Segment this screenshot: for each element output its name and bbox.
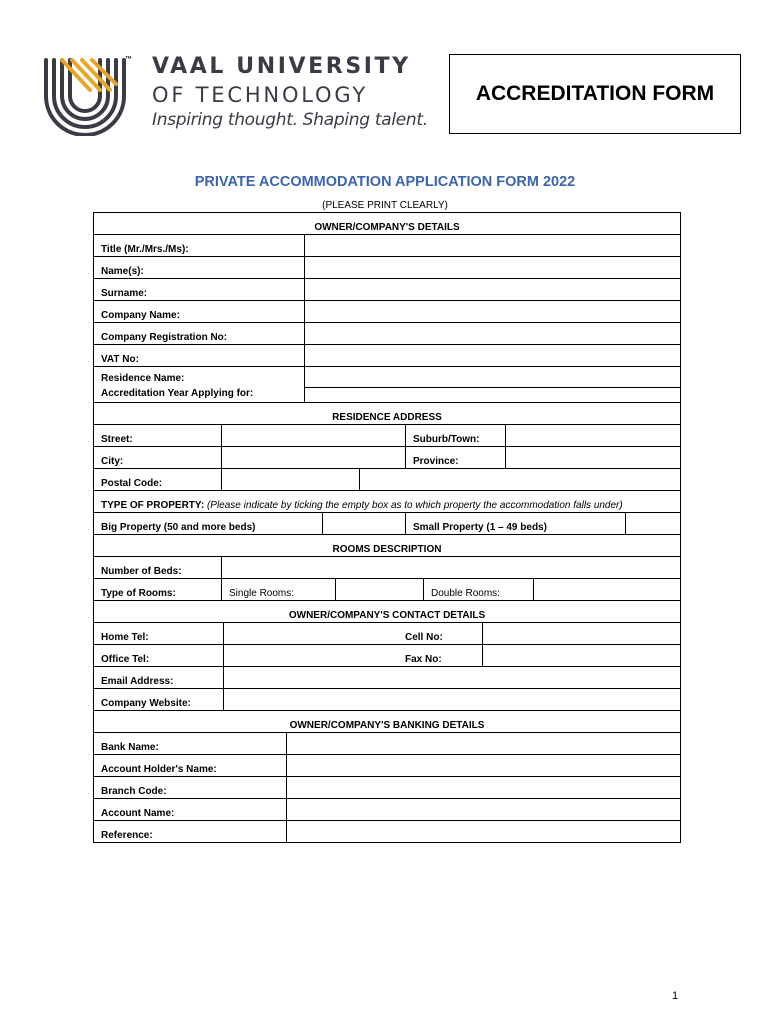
print-clearly-note: (PLEASE PRINT CLEARLY) [322, 200, 448, 211]
suburb-label: Suburb/Town: [405, 425, 505, 446]
form-row [93, 689, 681, 711]
province-label: Province: [405, 447, 505, 468]
form-row [93, 257, 681, 279]
section-header-banking [93, 711, 681, 733]
accreditation-year-label: Accreditation Year Applying for: [101, 388, 254, 399]
owner-details-heading: OWNER/COMPANY'S DETAILS [314, 222, 460, 233]
form-row [93, 733, 681, 755]
branch-code-label: Branch Code: [101, 786, 167, 797]
university-logo [40, 52, 430, 142]
form-row [93, 645, 681, 667]
vat-label: VAT No: [101, 354, 139, 365]
double-rooms-label: Double Rooms: [423, 579, 533, 600]
type-of-rooms-label: Type of Rooms: [101, 588, 176, 599]
office-tel-label: Office Tel: [101, 654, 150, 665]
province-field[interactable] [505, 447, 680, 468]
section-header-contact [93, 601, 681, 623]
company-name-label: Company Name: [101, 310, 180, 321]
application-form-table [93, 212, 681, 843]
section-header-residence-address [93, 403, 681, 425]
form-row [93, 799, 681, 821]
postal-code-label: Postal Code: [101, 478, 163, 489]
accreditation-form-label: ACCREDITATION FORM [475, 82, 715, 105]
account-holder-label: Account Holder's Name: [101, 764, 217, 775]
form-row [93, 513, 681, 535]
form-row [93, 623, 681, 645]
property-type-instruction [94, 491, 680, 512]
form-row [93, 557, 681, 579]
company-registration-field[interactable] [304, 323, 680, 344]
city-label: City: [101, 456, 124, 467]
website-label: Company Website: [101, 698, 191, 709]
branch-code-field[interactable] [286, 777, 680, 798]
fax-no-label: Fax No: [405, 654, 442, 665]
city-field[interactable] [221, 447, 405, 468]
form-row [93, 425, 681, 447]
form-row [93, 469, 681, 491]
accreditation-form-box [449, 54, 741, 134]
contact-heading: OWNER/COMPANY'S CONTACT DETAILS [288, 610, 486, 621]
reference-field[interactable] [286, 821, 680, 842]
suburb-field[interactable] [505, 425, 680, 446]
form-row [93, 777, 681, 799]
big-property-checkbox[interactable] [322, 513, 405, 534]
title-field[interactable] [304, 235, 680, 256]
office-tel-field[interactable] [223, 645, 398, 666]
number-of-beds-field[interactable] [221, 557, 680, 578]
small-property-label: Small Property (1 – 49 beds) [405, 513, 625, 534]
names-label: Name(s): [101, 266, 144, 277]
section-header-rooms [93, 535, 681, 557]
company-registration-label: Company Registration No: [101, 332, 228, 343]
university-tagline: Inspiring thought. Shaping talent. [152, 110, 428, 130]
university-name-line2: OF TECHNOLOGY [152, 83, 369, 107]
company-name-field[interactable] [304, 301, 680, 322]
account-name-field[interactable] [286, 799, 680, 820]
form-row [93, 301, 681, 323]
field-divider [304, 387, 680, 388]
big-property-label: Big Property (50 and more beds) [101, 522, 256, 533]
form-title: PRIVATE ACCOMMODATION APPLICATION FORM 2022 [194, 174, 576, 190]
surname-label: Surname: [101, 288, 148, 299]
postal-empty-cell [359, 469, 680, 490]
home-tel-label: Home Tel: [101, 632, 149, 643]
account-name-label: Account Name: [101, 808, 175, 819]
title-label: Title (Mr./Mrs./Ms): [101, 244, 189, 255]
property-type-label: TYPE OF PROPERTY: [101, 500, 205, 511]
email-label: Email Address: [101, 676, 174, 687]
email-field[interactable] [223, 667, 680, 688]
single-rooms-field[interactable] [335, 579, 423, 600]
form-row-property-type [93, 491, 681, 513]
single-rooms-label: Single Rooms: [221, 579, 335, 600]
surname-field[interactable] [304, 279, 680, 300]
account-holder-field[interactable] [286, 755, 680, 776]
form-row [93, 447, 681, 469]
double-rooms-field[interactable] [533, 579, 680, 600]
fax-no-field[interactable] [482, 645, 680, 666]
form-row [93, 755, 681, 777]
form-row [93, 667, 681, 689]
university-name-line1: VAAL UNIVERSITY [152, 54, 411, 79]
university-logo-mark-icon [40, 52, 130, 136]
form-row [93, 345, 681, 367]
banking-heading: OWNER/COMPANY'S BANKING DETAILS [289, 720, 485, 731]
postal-code-field[interactable] [221, 469, 359, 490]
form-row [93, 579, 681, 601]
trademark-symbol: ™ [125, 56, 132, 63]
reference-label: Reference: [101, 830, 153, 841]
website-field[interactable] [223, 689, 680, 710]
street-field[interactable] [221, 425, 405, 446]
form-row [93, 235, 681, 257]
names-field[interactable] [304, 257, 680, 278]
vat-field[interactable] [304, 345, 680, 366]
bank-name-field[interactable] [286, 733, 680, 754]
street-label: Street: [101, 434, 133, 445]
cell-no-field[interactable] [482, 623, 680, 644]
section-header-owner-details [93, 213, 681, 235]
form-row [93, 323, 681, 345]
residence-name-field[interactable] [304, 367, 680, 402]
form-row [93, 279, 681, 301]
residence-address-heading: RESIDENCE ADDRESS [332, 412, 442, 423]
small-property-checkbox[interactable] [625, 513, 680, 534]
rooms-heading: ROOMS DESCRIPTION [332, 544, 442, 555]
page-number: 1 [672, 990, 679, 1002]
form-row-residence-accreditation [93, 367, 681, 403]
form-row [93, 821, 681, 843]
property-type-note: (Please indicate by ticking the empty box as to which property the accommodation falls under) [206, 500, 623, 511]
home-tel-field[interactable] [223, 623, 398, 644]
bank-name-label: Bank Name: [101, 742, 159, 753]
number-of-beds-label: Number of Beds: [101, 566, 182, 577]
residence-name-label: Residence Name: [101, 373, 185, 384]
cell-no-label: Cell No: [405, 632, 443, 643]
